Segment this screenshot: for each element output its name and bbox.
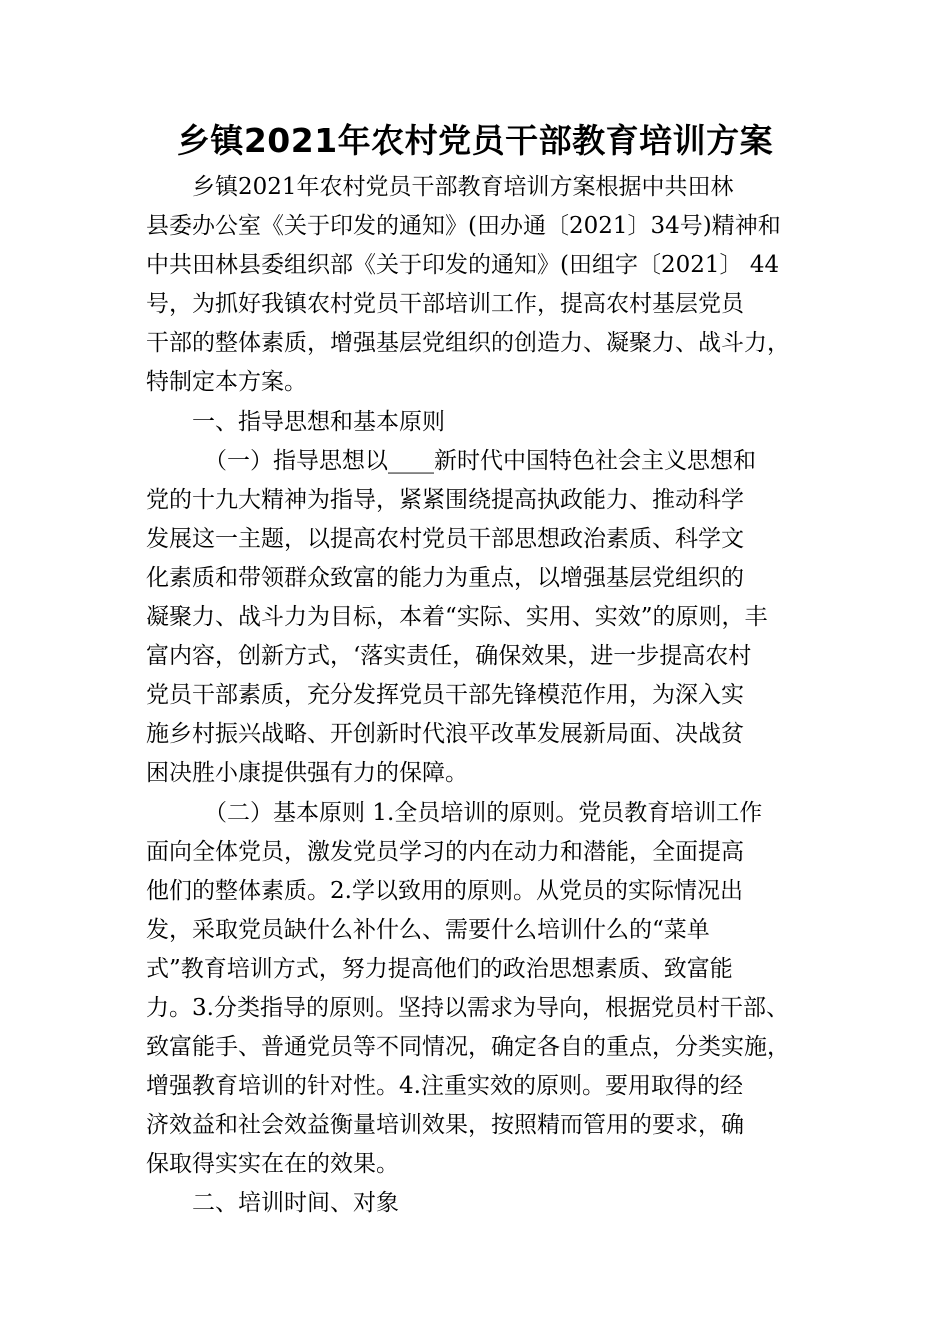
paragraph-line: 保取得实实在在的效果。 (146, 1151, 399, 1178)
paragraph-line: 号，为抓好我镇农村党员干部培训工作，提高农村基层党员 (146, 291, 744, 318)
paragraph-line: 济效益和社会效益衡量培训效果，按照精而管用的要求，确 (146, 1112, 744, 1139)
paragraph-line: 困决胜小康提供强有力的保障。 (146, 760, 468, 787)
paragraph-line: 特制定本方案。 (146, 369, 307, 396)
paragraph-line: 面向全体党员，激发党员学习的内在动力和潜能，全面提高 (146, 838, 744, 865)
paragraph-line: 凝聚力、战斗力为目标，本着“实际、实用、实效”的原则，丰 (146, 604, 768, 631)
paragraph-line: （二）基本原则 1.全员培训的原则。党员教育培训工作 (204, 799, 763, 826)
paragraph-line: 式”教育培训方式，努力提高他们的政治思想素质、致富能 (146, 955, 733, 982)
paragraph-line: 干部的整体素质，增强基层党组织的创造力、凝聚力、战斗力， (146, 330, 790, 357)
paragraph-line: 增强教育培训的针对性。4.注重实效的原则。要用取得的经 (146, 1073, 743, 1100)
paragraph-line: 化素质和带领群众致富的能力为重点，以增强基层党组织的 (146, 564, 744, 591)
paragraph-line: 党的十九大精神为指导，紧紧围绕提高执政能力、推动科学 (146, 486, 744, 513)
paragraph-line: 富内容，创新方式，‘落实责任，确保效果，进一步提高农村 (146, 643, 752, 670)
paragraph-line: 发，采取党员缺什么补什么、需要什么培训什么的“菜单 (146, 916, 710, 943)
paragraph-line: 党员干部素质，充分发挥党员干部先锋模范作用，为深入实 (146, 682, 744, 709)
paragraph-line: 力。3.分类指导的原则。坚持以需求为导向，根据党员村干部、 (146, 994, 789, 1021)
paragraph-line: 致富能手、普通党员等不同情况，确定各自的重点，分类实施， (146, 1034, 790, 1061)
paragraph-line: 中共田林县委组织部《关于印发的通知》(田组字〔2021〕 44 (146, 252, 780, 279)
document-body (146, 168, 812, 1224)
section-heading: 二、培训时间、对象 (192, 1190, 399, 1217)
paragraph-line: （一）指导思想以____新时代中国特色社会主义思想和 (204, 447, 756, 474)
paragraph-line: 县委办公室《关于印发的通知》(田办通〔2021〕34号)精神和 (146, 213, 781, 240)
paragraph-line: 施乡村振兴战略、开创新时代浪平改革发展新局面、决战贫 (146, 721, 744, 748)
section-heading: 一、指导思想和基本原则 (192, 408, 445, 435)
paragraph-line: 乡镇2021年农村党员干部教育培训方案根据中共田林 (192, 174, 734, 200)
paragraph-line: 发展这一主题，以提高农村党员干部思想政治素质、科学文 (146, 525, 744, 552)
document-title: 乡镇2021年农村党员干部教育培训方案 (176, 121, 774, 160)
paragraph-line: 他们的整体素质。2.学以致用的原则。从党员的实际情况出 (146, 877, 743, 904)
